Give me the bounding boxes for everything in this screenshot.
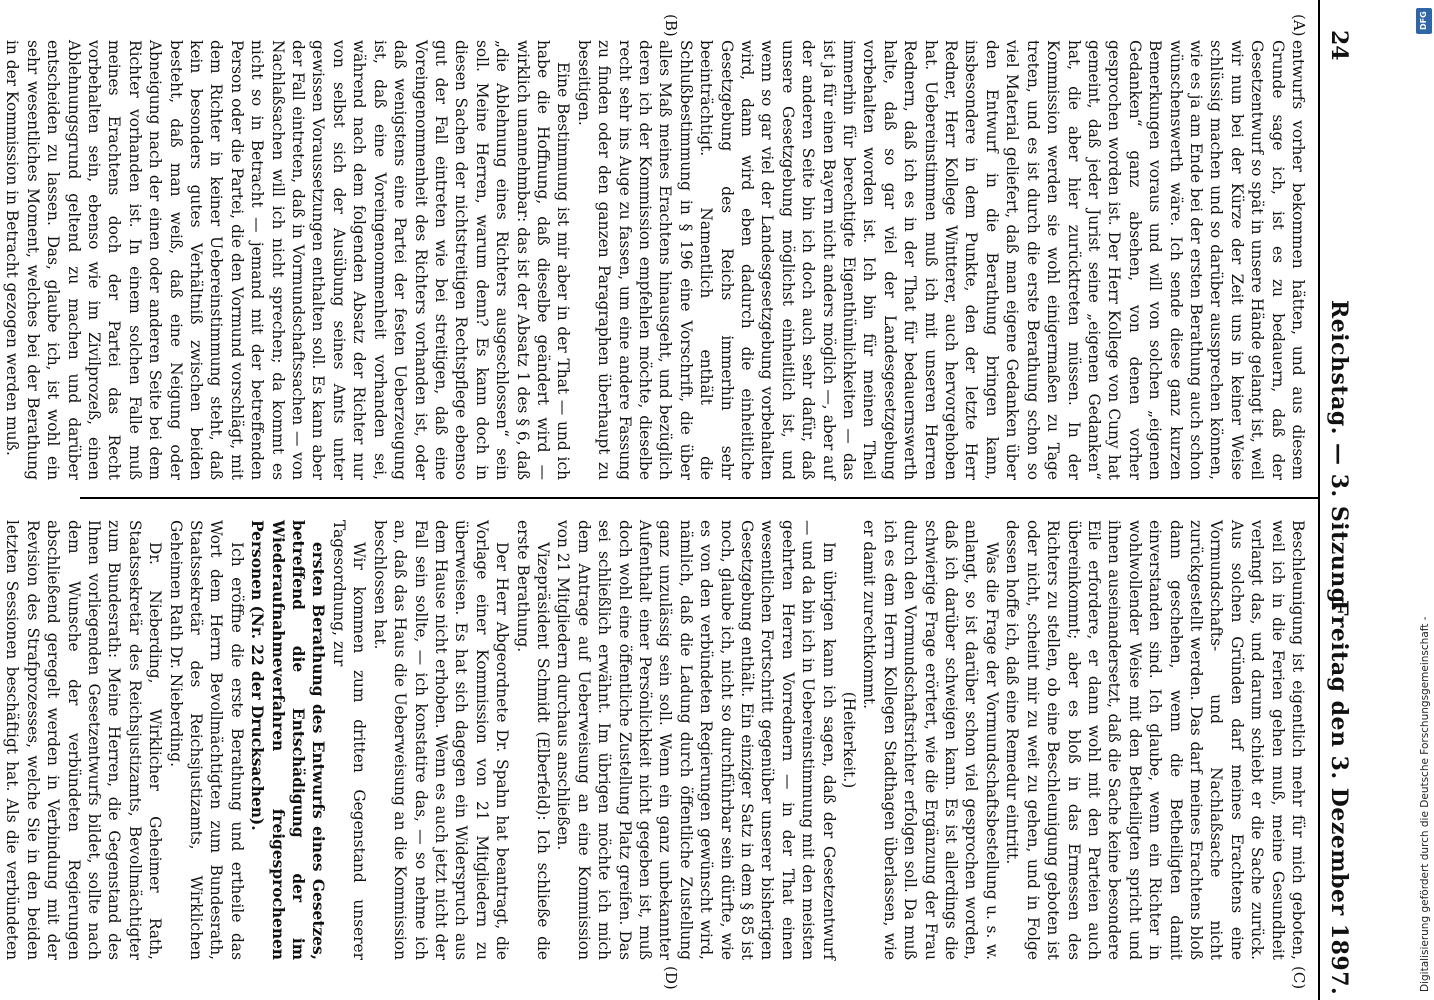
session-title: Reichstag. — 3. Sitzung. (1326, 300, 1352, 612)
left-column (3, 40, 1308, 480)
dfg-logo-text: DFG (1419, 11, 1428, 30)
paragraph-speaker: Vizepräsident Schmidt (Elberfeld): Ich schließe die erste Berathung. (513, 520, 552, 960)
paragraph: Der Herr Abgeordnete Dr. Spahn hat beantragt, die Vorlage einer Kommission von 21 Mitgliedern zu überweisen. Es hat sich dagegen ein Widerspruch aus dem Hause nicht erhoben. Wenn es auch jetzt nicht der Fall sein sollte, — ich konstatire das, — so nehme ich an, daß das Haus die Ueberweisung an die Kommission beschlossen hat. (370, 520, 512, 960)
page-number: 24 (1326, 30, 1352, 61)
column-divider (80, 497, 1320, 499)
margin-marker-a: (A) (1290, 14, 1308, 37)
paragraph (0, 40, 2, 480)
digitization-note-text: Digitalisierung gefördert durch die Deutsche Forschungsgemeinschaft - (1419, 616, 1431, 992)
paragraph: Eine Bestimmung ist mir aber in der That — und ich habe die Hoffnung, daß dieselbe geändert wird — wirklich unannehmbar: das ist der Absatz 1 des § 6, daß „die Ablehnung eines Richters ausgeschlossen“ sein soll. Meine Herren, warum denn? Es kann doch in diesen Sachen der nichtstreitigen Rechtspflege ebenso gut der Fall eintreten wie bei streitigen, daß eine Voreingenommenheit des Richters vorhanden ist, oder daß wenigstens eine Partei der festen Ueberzeugung ist, daß eine Voreingenommenheit vorhanden sei, während nach dem folgenden Absatz der Richter nur von selbst sich der Ausübung seines Amts unter gewissen Voraussetzungen enthalten soll. Es kann aber der Fall eintreten, daß in Vormundschaftssachen — von Nachlaßsachen will ich nicht sprechen; da kommt es nicht so in Betracht — jemand mit der betreffenden Person oder die Partei, die den Vormund vorschlägt, mit dem Richter in keiner Uebereinstimmung steht, daß kein besonders gutes Verhältniß zwischen beiden besteht, daß man weiß, daß eine Neigung oder Abneigung nach der einen oder anderen Seite bei dem Richter vorhanden ist. In einem solchen Falle muß meines Erachtens doch der Partei das Recht vorbehalten sein, ebenso wie im Zivilprozeß, einen Ablehnungsgrund geltend zu machen und darüber entscheiden zu lassen. Das, glaube ich, ist wohl ein sehr wesentliches Moment, welches bei der Berathung in der Kommission in Betracht gezogen werden muß. (3, 40, 573, 480)
margin-marker-b: (B) (662, 14, 680, 37)
paragraph-interjection: (Heiterkeit.) (840, 691, 859, 789)
paragraph: Im übrigen kann ich sagen, daß der Gesetzentwurf — und da bin ich in Uebereinstimmung mit den meisten geehrten Herren Vorrednern — in der That einen wesentlichen Fortschritt gegenüber unserer bisherigen Gesetzgebung enthält. Ein einziger Satz in dem § 85 ist noch, glaube ich, nicht so durchführbar sein dürfte, wie es von den verbündeten Regierungen gewünscht wird, nämlich, daß die Ladung durch öffentliche Zustellung ganz unzulässig sein soll. Wenn ein ganz unbekannter Aufenthalt einer Persönlichkeit nicht gegeben ist, muß doch wohl eine öffentliche Zustellung Platz greifen. Das sei schließlich erwähnt. Im übrigen möchte ich mich dem Antrage auf Ueberweisung an eine Kommission von 21 Mitgliedern durchaus anschließen. (554, 520, 838, 960)
paragraph: entwurfs vorher bekommen hätten, und aus diesem Grunde sage ich, ist es zu bedauern, daß der Gesetzentwurf so spät in unsere Hände gelangt ist, weil wir nun bei der Kürze der Zeit uns in keiner Weise schlüssig machen und so darüber aussprechen können, wie es ja am Ende bei der ersten Berathung auch schon wünschenswerth wäre. Ich sende diese ganz kurzen Bemerkungen voraus und will von solchen „eigenen Gedanken“ ganz absehen, von denen vorher gesprochen worden ist. Der Herr Kollege von Cuny hat gemeint, daß jeder Jurist seine „eigenen Gedanken“ hat, die aber hier zurücktreten müssen. In der Kommission werden sie wohl einigermaßen zu Tage treten, und es ist durch die erste Berathung schon so viel Material geliefert, daß man eigene Gedanken über den Entwurf in die Berathung bringen kann, insbesondere in dem Punkte, den der letzte Herr Redner, Herr Kollege Wintterer, auch hervorgehoben hat. Uebereinstimmen muß ich mit unseren Herren Rednern, daß ich es in der That für bedauernswerth halte, daß so gar viel der Landesgesetzgebung vorbehalten worden ist. Ich bin für meinen Theil immerhin für berechtigte Eigenthümlichkeiten — das ist ja für einen Bayern nicht anders möglich —, aber auf der anderen Seite bin ich doch auch sehr dafür, daß unsere Gesetzgebung möglichst einheitlich ist, und wenn so gar viel der Landesgesetzgebung vorbehalten wird, dann wird eben dadurch die einheitliche Gesetzgebung des Reichs immerhin sehr beeinträchtigt. Namentlich enthält die Schlußbestimmung in § 196 eine Vorschrift, die über alles Maß meines Erachtens hinausgeht, und bezüglich deren ich der Kommission empfehlen möchte, dieselbe recht sehr ins Auge zu fassen, um eine andere Fassung zu finden oder den ganzen Paragraphen überhaupt zu beseitigen. (574, 40, 1307, 480)
margin-marker-d: (D) (662, 966, 680, 990)
paragraph: Wir kommen zum dritten Gegenstand unserer Tagesordnung, zur (329, 520, 369, 960)
paragraph: Beschleunigung ist eigentlich mehr für mich geboten, weil ich in die Ferien gehen muß, meine Gesundheit verlangt das, und darum schiebt er die Sache zurück. Aus solchen Gründen darf meines Erachtens eine Vormundschafts- und Nachlaßsache nicht zurückgestellt werden. Das darf meines Erachtens bloß dann geschehen, wenn die Betheiligten damit einverstanden sind. Ich glaube, wenn ein Richter in wohlwollender Weise mit den Betheiligten spricht und ihnen auseinandersetzt, daß die Sache keine besondere Eile erfordere, er dann wohl mit den Parteien auch übereinkommt; aber es bloß in das Ermessen des Richters zu stellen, ob eine Beschleunigung geboten ist oder nicht, scheint mir zu weit zu gehen, und in Folge dessen hoffe ich, daß eine Remedur eintritt. (1003, 520, 1307, 960)
page-header (1318, 0, 1360, 1000)
digitization-note (1418, 8, 1432, 992)
paragraph: Was die Frage der Vormundschaftsbestellung u. s. w. anlangt, so ist darüber schon viel gesprochen worden, daß ich darüber schweigen kann. Es ist allerdings die schwierige Frage erörtert, wie die Ergänzung der Frau durch den Vormundschaftsrichter erfolgen soll. Da muß ich es dem Herrn Kollegen Stadthagen überlassen, wie er damit zurechtkommt. (860, 520, 1001, 960)
paragraph: Ich eröffne die erste Berathung und ertheile das Wort dem Herrn Bevollmächtigten zum Bundesrath, Staatssekretär des Reichsjustizamts, Wirklichen Geheimen Rath Dr. Nieberding. (166, 520, 246, 960)
dfg-logo (1416, 8, 1432, 34)
session-date: Freitag den 3. Dezember 1897. (1326, 600, 1352, 996)
right-column (3, 520, 1308, 960)
agenda-item-title: ersten Berathung des Entwurfs eines Gesetzes, betreffend die Entschädigung der im Wiederaufnahmeverfahren freigesprochenen Personen (Nr. 22 der Drucksachen). (248, 520, 328, 960)
margin-marker-c: (C) (1290, 966, 1308, 990)
paragraph-speaker: Dr. Nieberding, Wirklicher Geheimer Rath, Staatssekretär des Reichsjustizamts, Bevollmächtigter zum Bundesrath: Meine Herren, die Gegenstand des Ihnen vorliegenden Gesetzentwurfs bildet, sollte nach dem Wunsche der verbündeten Regierungen abschließend geregelt werden in Verbindung mit der Revision des Strafprozesses, welche Sie in den beiden letzten Sessionen beschäftigt hat. Als die verbündeten (3, 520, 165, 960)
